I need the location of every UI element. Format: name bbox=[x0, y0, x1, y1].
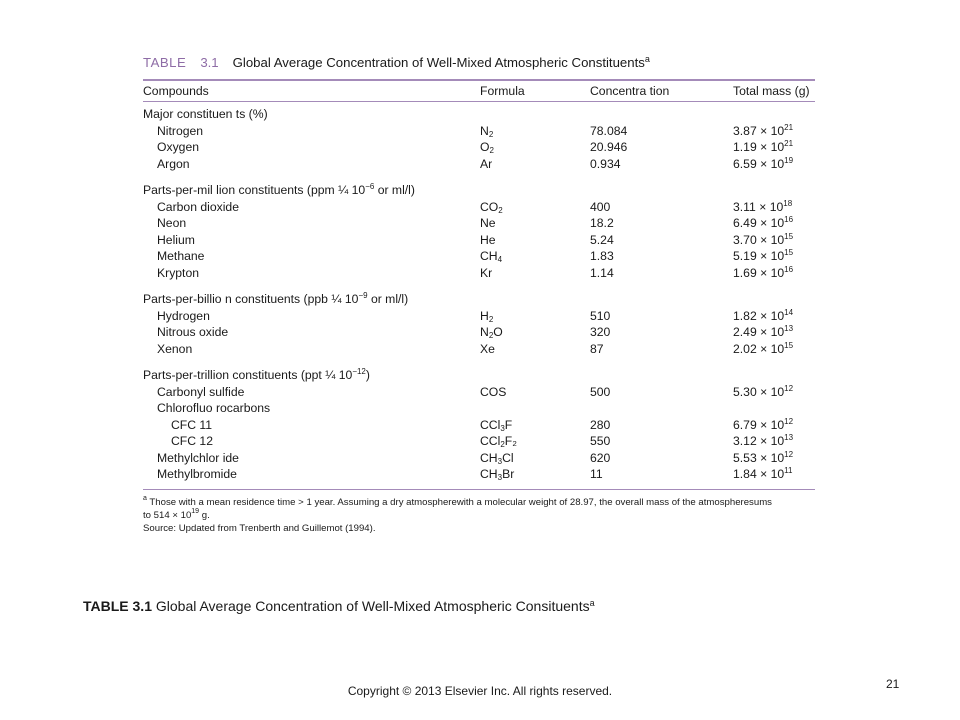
concentration: 320 bbox=[590, 325, 611, 339]
total-mass: $1.84 \times 10^{11}$ bbox=[733, 466, 793, 481]
column-header-formula: Formula bbox=[480, 84, 525, 98]
column-header-row bbox=[143, 81, 815, 101]
group-spacer bbox=[143, 172, 815, 182]
formula: $CH_4$ bbox=[480, 249, 503, 264]
concentration: 87 bbox=[590, 341, 604, 356]
table-row bbox=[143, 417, 815, 434]
table-body bbox=[143, 106, 815, 483]
total-mass: $6.79 \times 10^{12}$ bbox=[733, 416, 794, 432]
copyright-notice: Copyright © 2013 Elsevier Inc. All rights reserved. bbox=[347, 684, 613, 698]
page-number: 21 bbox=[886, 677, 900, 691]
caption-label: TABLE 3.1 bbox=[83, 598, 152, 614]
table-row bbox=[143, 384, 815, 401]
table-3-1 bbox=[143, 55, 815, 535]
group-heading: Parts-per-trillion constituents (ppt ¼ $10^{-12}$) bbox=[143, 367, 370, 382]
caption-footnote-marker: a bbox=[589, 598, 595, 608]
table-row bbox=[143, 232, 815, 249]
compound-name: Carbon dioxide bbox=[157, 199, 239, 214]
concentration: 1.14 bbox=[590, 265, 614, 280]
compound-name: Xenon bbox=[157, 341, 193, 356]
group-heading: Parts-per-billio n constituents (ppb ¼ $10^{-9}$ or ml/l) bbox=[143, 291, 409, 306]
compound-name: Oxygen bbox=[157, 140, 200, 154]
formula: $H_2$ bbox=[480, 308, 494, 324]
table-label: TABLE bbox=[143, 55, 187, 70]
total-mass: $2.49 \times 10^{13}$ bbox=[733, 324, 794, 339]
compound-name: Methylchlor ide bbox=[157, 450, 239, 465]
table-row bbox=[143, 215, 815, 232]
formula: He bbox=[480, 232, 496, 247]
table-row bbox=[143, 400, 815, 417]
concentration: 0.934 bbox=[590, 156, 621, 171]
formula: COS bbox=[480, 384, 507, 399]
column-header-compounds: Compounds bbox=[143, 84, 209, 98]
footnote-marker: a bbox=[143, 494, 147, 502]
table-number: 3.1 bbox=[200, 55, 219, 70]
formula: CCl$_2$F₂ bbox=[480, 434, 517, 449]
table-title bbox=[143, 55, 815, 79]
formula: $CO_2$ bbox=[480, 199, 503, 215]
compound-name: Nitrous oxide bbox=[157, 325, 229, 339]
table-row bbox=[143, 156, 815, 173]
footnote-source: Source: Updated from Trenberth and Guillemot (1994). bbox=[143, 522, 376, 534]
compound-name: Chlorofluo rocarbons bbox=[157, 401, 271, 415]
bottom-rule bbox=[143, 489, 815, 490]
concentration: 18.2 bbox=[590, 216, 614, 230]
total-mass: $5.30 \times 10^{12}$ bbox=[733, 383, 794, 399]
formula: $O_2$ bbox=[480, 140, 494, 155]
compound-name: Nitrogen bbox=[157, 123, 204, 138]
slide-caption bbox=[83, 598, 883, 614]
table-row bbox=[143, 433, 815, 450]
concentration: 20.946 bbox=[590, 140, 628, 154]
concentration: 400 bbox=[590, 199, 611, 214]
total-mass: $6.49 \times 10^{16}$ bbox=[733, 215, 794, 230]
total-mass: $1.69 \times 10^{16}$ bbox=[733, 264, 794, 280]
concentration: 620 bbox=[590, 450, 611, 465]
column-header-concentration: Concentra tion bbox=[590, 84, 670, 98]
formula: Xe bbox=[480, 341, 495, 356]
total-mass: $3.70 \times 10^{15}$ bbox=[733, 231, 794, 247]
table-row bbox=[143, 265, 815, 282]
compound-name: CFC 12 bbox=[171, 434, 213, 448]
caption-text: Global Average Concentration of Well-Mixed Atmospheric Consituents bbox=[151, 598, 590, 614]
concentration: 11 bbox=[590, 467, 603, 481]
title-footnote-marker: a bbox=[644, 54, 650, 64]
compound-name: Helium bbox=[157, 232, 195, 247]
compound-name: Carbonyl sulfide bbox=[157, 384, 245, 399]
formula: Kr bbox=[480, 265, 493, 280]
table-row bbox=[143, 139, 815, 156]
compound-name: Neon bbox=[157, 216, 187, 230]
formula: $CH_3Cl$ bbox=[480, 450, 514, 466]
compound-name: CFC 11 bbox=[171, 417, 213, 432]
table-row bbox=[143, 341, 815, 358]
group-spacer bbox=[143, 281, 815, 291]
concentration: 550 bbox=[590, 434, 611, 448]
table-row bbox=[143, 123, 815, 140]
total-mass: $2.02 \times 10^{15}$ bbox=[733, 340, 794, 356]
total-mass: $5.53 \times 10^{12}$ bbox=[733, 449, 794, 465]
compound-name: Hydrogen bbox=[157, 308, 210, 323]
concentration: 1.83 bbox=[590, 249, 614, 263]
table-row bbox=[143, 324, 815, 341]
table-row bbox=[143, 199, 815, 216]
table-row bbox=[143, 248, 815, 265]
formula: Ne bbox=[480, 216, 496, 230]
concentration: 510 bbox=[590, 308, 611, 323]
table-row bbox=[143, 450, 815, 467]
table-row bbox=[143, 466, 815, 483]
group-heading: Parts-per-mil lion constituents (ppm ¼ $10^{-6}$ or ml/l) bbox=[143, 182, 415, 197]
compound-name: Krypton bbox=[157, 265, 200, 280]
table-row bbox=[143, 308, 815, 325]
total-mass: $3.12 \times 10^{13}$ bbox=[733, 433, 794, 448]
footnote-line-2: to 514 × 10 bbox=[143, 509, 192, 521]
formula: $N_2$ bbox=[480, 123, 494, 139]
compound-name: Methane bbox=[157, 249, 205, 263]
formula: $N_2O$ bbox=[480, 325, 503, 340]
formula: $CH_3Br$ bbox=[480, 467, 515, 482]
concentration: 500 bbox=[590, 384, 611, 399]
total-mass: $3.11 \times 10^{18}$ bbox=[733, 198, 793, 214]
formula: Ar bbox=[480, 156, 493, 171]
concentration: 280 bbox=[590, 417, 611, 432]
column-header-total-mass: Total mass (g) bbox=[733, 84, 810, 98]
total-mass: $1.82 \times 10^{14}$ bbox=[733, 307, 794, 323]
group-spacer bbox=[143, 357, 815, 367]
concentration: 5.24 bbox=[590, 232, 614, 247]
total-mass: $1.19 \times 10^{21}$ bbox=[733, 139, 794, 154]
concentration: 78.084 bbox=[590, 123, 628, 138]
total-mass: $5.19 \times 10^{15}$ bbox=[733, 248, 794, 263]
table-footnote: $^a$ Those with a mean residence time > 1 year. Assuming a dry atmospherewith a molecular weight of 28.97, the overall mass of the atmospheresums to $514 \times 10^{19}$ g. Source: Updated from Trenberth and Guillemot (1994). bbox=[143, 496, 815, 535]
group-heading: Major constituen ts (%) bbox=[143, 107, 268, 121]
compound-name: Argon bbox=[157, 156, 190, 171]
footnote-line-1: Those with a mean residence time > 1 year. Assuming a dry atmospherewith a molecular weight of 28.97, the overall mass of the atmospheresums bbox=[149, 496, 772, 508]
total-mass: $6.59 \times 10^{19}$ bbox=[733, 155, 794, 171]
compound-name: Methylbromide bbox=[157, 467, 237, 481]
table-title-text: Global Average Concentration of Well-Mixed Atmospheric Constituents$^a$ bbox=[232, 54, 650, 70]
total-mass: $3.87 \times 10^{21}$ bbox=[733, 122, 794, 138]
formula: CCl$_3$F bbox=[480, 417, 513, 433]
